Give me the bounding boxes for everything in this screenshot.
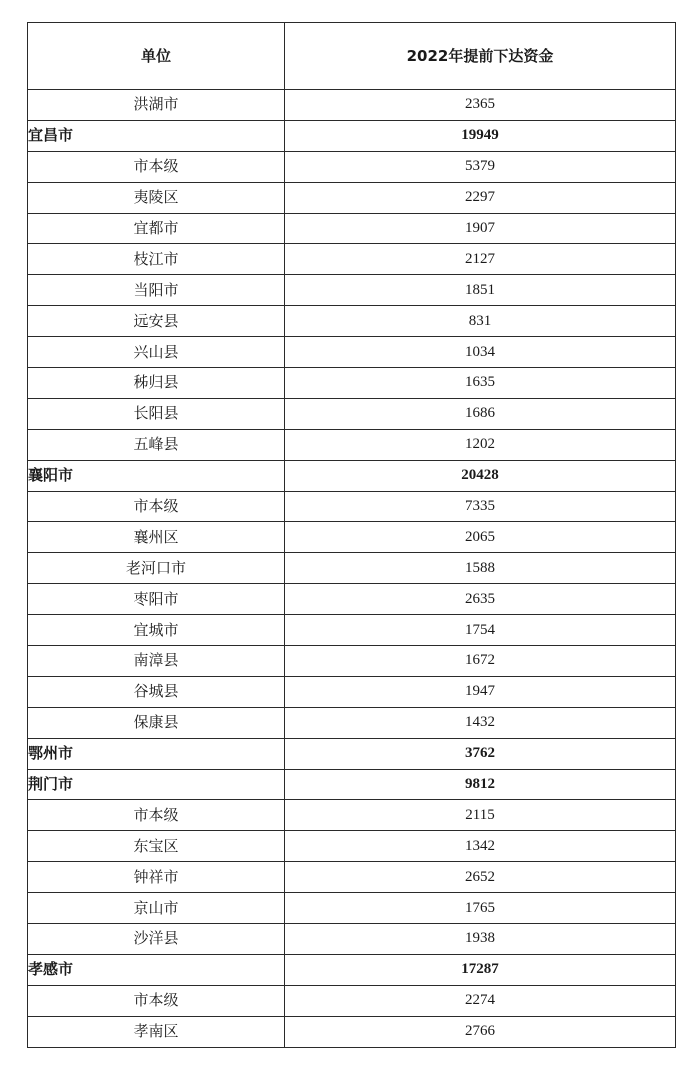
funds-cell: 1034 — [285, 337, 676, 368]
funds-cell: 3762 — [285, 738, 676, 769]
table-row — [28, 90, 676, 121]
city-row — [28, 460, 676, 491]
table-row — [28, 429, 676, 460]
unit-cell: 兴山县 — [28, 337, 285, 368]
funds-cell: 7335 — [285, 491, 676, 522]
unit-cell: 市本级 — [28, 491, 285, 522]
funds-cell: 2766 — [285, 1016, 676, 1047]
table-row — [28, 831, 676, 862]
unit-cell: 谷城县 — [28, 676, 285, 707]
city-row — [28, 954, 676, 985]
unit-cell: 市本级 — [28, 800, 285, 831]
table-row — [28, 862, 676, 893]
unit-cell: 秭归县 — [28, 368, 285, 399]
unit-cell: 襄州区 — [28, 522, 285, 553]
funds-cell: 19949 — [285, 120, 676, 151]
funds-cell: 1851 — [285, 275, 676, 306]
table-row — [28, 337, 676, 368]
funds-cell: 1342 — [285, 831, 676, 862]
unit-cell: 夷陵区 — [28, 182, 285, 213]
funds-cell: 9812 — [285, 769, 676, 800]
table-row — [28, 244, 676, 275]
unit-cell: 东宝区 — [28, 831, 285, 862]
header-row — [28, 23, 676, 90]
funds-cell: 2635 — [285, 584, 676, 615]
table-row — [28, 584, 676, 615]
table-row — [28, 615, 676, 646]
table-row — [28, 213, 676, 244]
funds-cell: 2115 — [285, 800, 676, 831]
city-row — [28, 738, 676, 769]
funds-cell: 2274 — [285, 985, 676, 1016]
unit-cell: 南漳县 — [28, 646, 285, 677]
funds-cell: 2652 — [285, 862, 676, 893]
city-row — [28, 769, 676, 800]
funds-cell: 831 — [285, 306, 676, 337]
unit-cell: 五峰县 — [28, 429, 285, 460]
unit-cell: 洪湖市 — [28, 90, 285, 121]
funds-cell: 1938 — [285, 924, 676, 955]
unit-cell: 孝南区 — [28, 1016, 285, 1047]
table-row — [28, 707, 676, 738]
funds-cell: 2297 — [285, 182, 676, 213]
funds-cell: 5379 — [285, 151, 676, 182]
unit-cell: 沙洋县 — [28, 924, 285, 955]
unit-cell: 保康县 — [28, 707, 285, 738]
funds-cell: 2127 — [285, 244, 676, 275]
table-row — [28, 368, 676, 399]
funds-cell: 2065 — [285, 522, 676, 553]
funds-cell: 1588 — [285, 553, 676, 584]
unit-cell: 鄂州市 — [28, 738, 285, 769]
funds-cell: 2365 — [285, 90, 676, 121]
funds-cell: 20428 — [285, 460, 676, 491]
table-row — [28, 398, 676, 429]
table-row — [28, 491, 676, 522]
unit-cell: 襄阳市 — [28, 460, 285, 491]
table-row — [28, 522, 676, 553]
unit-cell: 当阳市 — [28, 275, 285, 306]
unit-cell: 枝江市 — [28, 244, 285, 275]
table-row — [28, 800, 676, 831]
city-row — [28, 120, 676, 151]
table-row — [28, 985, 676, 1016]
table-row — [28, 676, 676, 707]
funds-table — [27, 22, 676, 1048]
table-row — [28, 306, 676, 337]
unit-cell: 长阳县 — [28, 398, 285, 429]
header-unit: 单位 — [28, 23, 285, 90]
funds-cell: 1754 — [285, 615, 676, 646]
funds-cell: 17287 — [285, 954, 676, 985]
unit-cell: 枣阳市 — [28, 584, 285, 615]
funds-cell: 1672 — [285, 646, 676, 677]
table-row — [28, 646, 676, 677]
table-row — [28, 1016, 676, 1047]
unit-cell: 市本级 — [28, 985, 285, 1016]
funds-cell: 1907 — [285, 213, 676, 244]
table-row — [28, 924, 676, 955]
funds-cell: 1432 — [285, 707, 676, 738]
table-body — [28, 90, 676, 1048]
table-row — [28, 275, 676, 306]
unit-cell: 孝感市 — [28, 954, 285, 985]
table-header — [28, 23, 676, 90]
unit-cell: 京山市 — [28, 893, 285, 924]
unit-cell: 钟祥市 — [28, 862, 285, 893]
funds-cell: 1635 — [285, 368, 676, 399]
table-row — [28, 182, 676, 213]
header-funds: 2022年提前下达资金 — [285, 23, 676, 90]
unit-cell: 宜城市 — [28, 615, 285, 646]
unit-cell: 宜昌市 — [28, 120, 285, 151]
unit-cell: 荆门市 — [28, 769, 285, 800]
unit-cell: 老河口市 — [28, 553, 285, 584]
table-row — [28, 893, 676, 924]
table-row — [28, 553, 676, 584]
unit-cell: 宜都市 — [28, 213, 285, 244]
unit-cell: 市本级 — [28, 151, 285, 182]
funds-cell: 1686 — [285, 398, 676, 429]
funds-cell: 1202 — [285, 429, 676, 460]
unit-cell: 远安县 — [28, 306, 285, 337]
table-row — [28, 151, 676, 182]
funds-cell: 1947 — [285, 676, 676, 707]
funds-cell: 1765 — [285, 893, 676, 924]
